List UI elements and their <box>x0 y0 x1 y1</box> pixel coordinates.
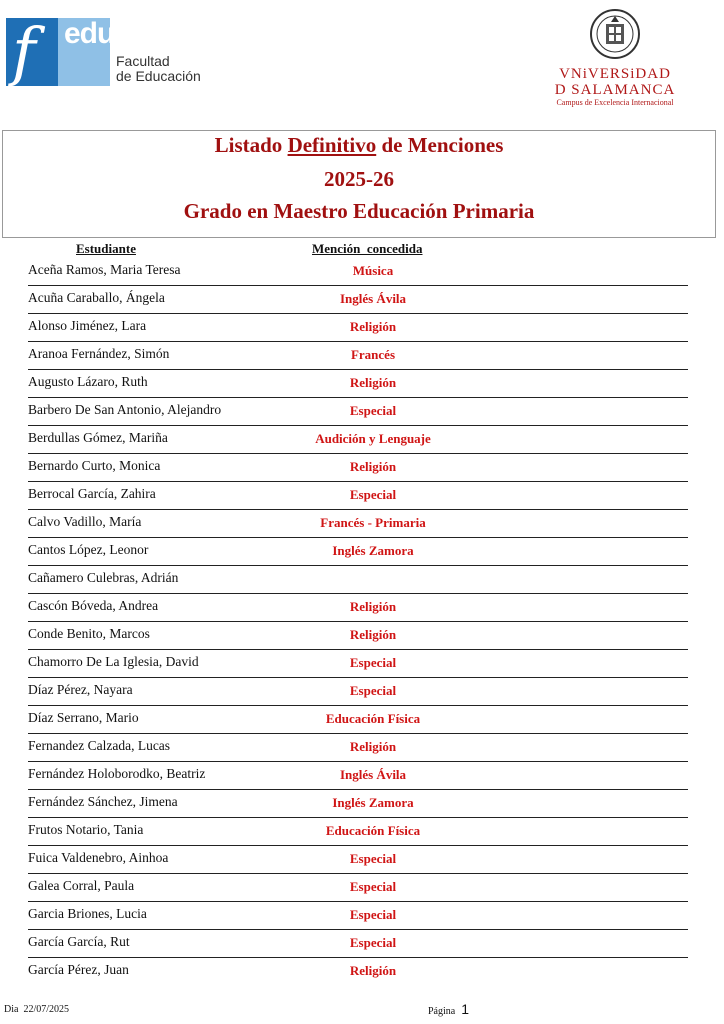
table-row <box>0 342 724 370</box>
student-name: Aceña Ramos, Maria Teresa <box>28 262 181 277</box>
student-name: Fernandez Calzada, Lucas <box>28 738 171 753</box>
column-header-mention: Mención concedida <box>312 241 423 256</box>
university-name-line2: D SALAMANCA <box>554 82 676 98</box>
student-name: Cascón Bóveda, Andrea <box>28 598 159 613</box>
mention-value: Educación Física <box>325 823 421 838</box>
mention-value: Especial <box>349 487 397 502</box>
student-name: Bernardo Curto, Monica <box>28 458 161 473</box>
table-row <box>0 958 724 986</box>
table-row <box>0 566 724 594</box>
footer-page <box>428 1001 469 1017</box>
column-header-student: Estudiante <box>76 241 136 256</box>
title-underlined: Definitivo <box>287 133 377 157</box>
university-name-line1: VNiVERSiDAD <box>559 66 671 82</box>
mention-value: Religión <box>349 963 397 978</box>
mention-value: Música <box>352 263 394 278</box>
table-row <box>0 874 724 902</box>
mention-value: Educación Física <box>325 711 421 726</box>
student-name: García Pérez, Juan <box>28 962 129 977</box>
table-row <box>0 482 724 510</box>
mention-value: Inglés Zamora <box>332 795 414 810</box>
university-seal-icon <box>589 8 641 60</box>
university-subtitle: Campus de Excelencia Internacional <box>556 98 674 107</box>
title-degree: Grado en Maestro Educación Primaria <box>183 199 535 223</box>
student-name: Berrocal García, Zahira <box>28 486 156 501</box>
student-name: Berdullas Gómez, Mariña <box>28 430 168 445</box>
table-row <box>0 622 724 650</box>
student-name: Barbero De San Antonio, Alejandro <box>28 402 222 417</box>
table-row <box>0 454 724 482</box>
mention-value: Especial <box>349 403 397 418</box>
faculty-name-line1: Facultad <box>116 53 170 69</box>
mention-value: Religión <box>349 319 397 334</box>
mention-value: Especial <box>349 907 397 922</box>
mention-value: Religión <box>349 599 397 614</box>
student-name: Garcia Briones, Lucia <box>28 906 147 921</box>
title-box <box>2 130 716 238</box>
mention-value: Especial <box>349 879 397 894</box>
table-row <box>0 426 724 454</box>
table-row <box>0 398 724 426</box>
table-row <box>0 650 724 678</box>
student-name: Frutos Notario, Tania <box>28 822 144 837</box>
table-row <box>0 286 724 314</box>
mention-value: Especial <box>349 935 397 950</box>
student-list <box>0 258 724 986</box>
page-label: Página <box>428 1006 456 1017</box>
mention-value: Religión <box>349 459 397 474</box>
student-name: Conde Benito, Marcos <box>28 626 150 641</box>
mention-value: Inglés Zamora <box>332 543 414 558</box>
student-name: Chamorro De La Iglesia, David <box>28 654 199 669</box>
mention-value: Audición y Lenguaje <box>315 431 431 446</box>
table-row <box>0 930 724 958</box>
faculty-logo <box>6 15 202 89</box>
faculty-logo-edu: edu <box>64 17 115 50</box>
mention-value: Inglés Ávila <box>339 767 407 782</box>
table-row <box>0 734 724 762</box>
table-row <box>0 594 724 622</box>
student-name: García García, Rut <box>28 934 130 949</box>
mention-value: Especial <box>349 851 397 866</box>
student-name: Cañamero Culebras, Adrián <box>28 570 179 585</box>
mention-value: Inglés Ávila <box>339 291 407 306</box>
student-name: Díaz Pérez, Nayara <box>28 682 133 697</box>
mention-value: Francés <box>350 347 396 362</box>
student-name: Cantos López, Leonor <box>28 542 149 557</box>
student-name: Calvo Vadillo, María <box>28 514 142 529</box>
student-name: Galea Corral, Paula <box>28 878 135 893</box>
faculty-name-line2: de Educación <box>116 68 201 84</box>
table-row <box>0 706 724 734</box>
table-row <box>0 314 724 342</box>
faculty-logo-letter: f <box>12 15 36 89</box>
mention-value: Francés - Primaria <box>320 515 426 530</box>
mention-value: Religión <box>349 739 397 754</box>
student-name: Augusto Lázaro, Ruth <box>28 374 148 389</box>
table-row <box>0 818 724 846</box>
table-row <box>0 902 724 930</box>
student-name: Díaz Serrano, Mario <box>28 710 139 725</box>
table-row <box>0 510 724 538</box>
student-name: Alonso Jiménez, Lara <box>28 318 147 333</box>
mention-value: Especial <box>349 683 397 698</box>
student-name: Fernández Sánchez, Jimena <box>28 794 178 809</box>
table-row <box>0 258 724 286</box>
table-row <box>0 538 724 566</box>
faculty-name <box>116 54 201 84</box>
student-name: Acuña Caraballo, Ángela <box>28 290 165 305</box>
table-row <box>0 370 724 398</box>
title-year: 2025-26 <box>324 167 394 191</box>
table-row <box>0 846 724 874</box>
mention-value: Religión <box>349 375 397 390</box>
page-number: 1 <box>461 1001 470 1017</box>
title-line1: Listado Definitivo de Menciones <box>214 133 504 157</box>
student-name: Fernández Holoborodko, Beatriz <box>28 766 206 781</box>
footer-date: Dia 22/07/2025 <box>4 1004 69 1015</box>
student-name: Aranoa Fernández, Simón <box>28 346 170 361</box>
table-row <box>0 790 724 818</box>
mention-value: Especial <box>349 655 397 670</box>
university-logo <box>540 8 690 116</box>
student-name: Fuica Valdenebro, Ainhoa <box>28 850 169 865</box>
mention-value: Religión <box>349 627 397 642</box>
table-row <box>0 678 724 706</box>
table-row <box>0 762 724 790</box>
